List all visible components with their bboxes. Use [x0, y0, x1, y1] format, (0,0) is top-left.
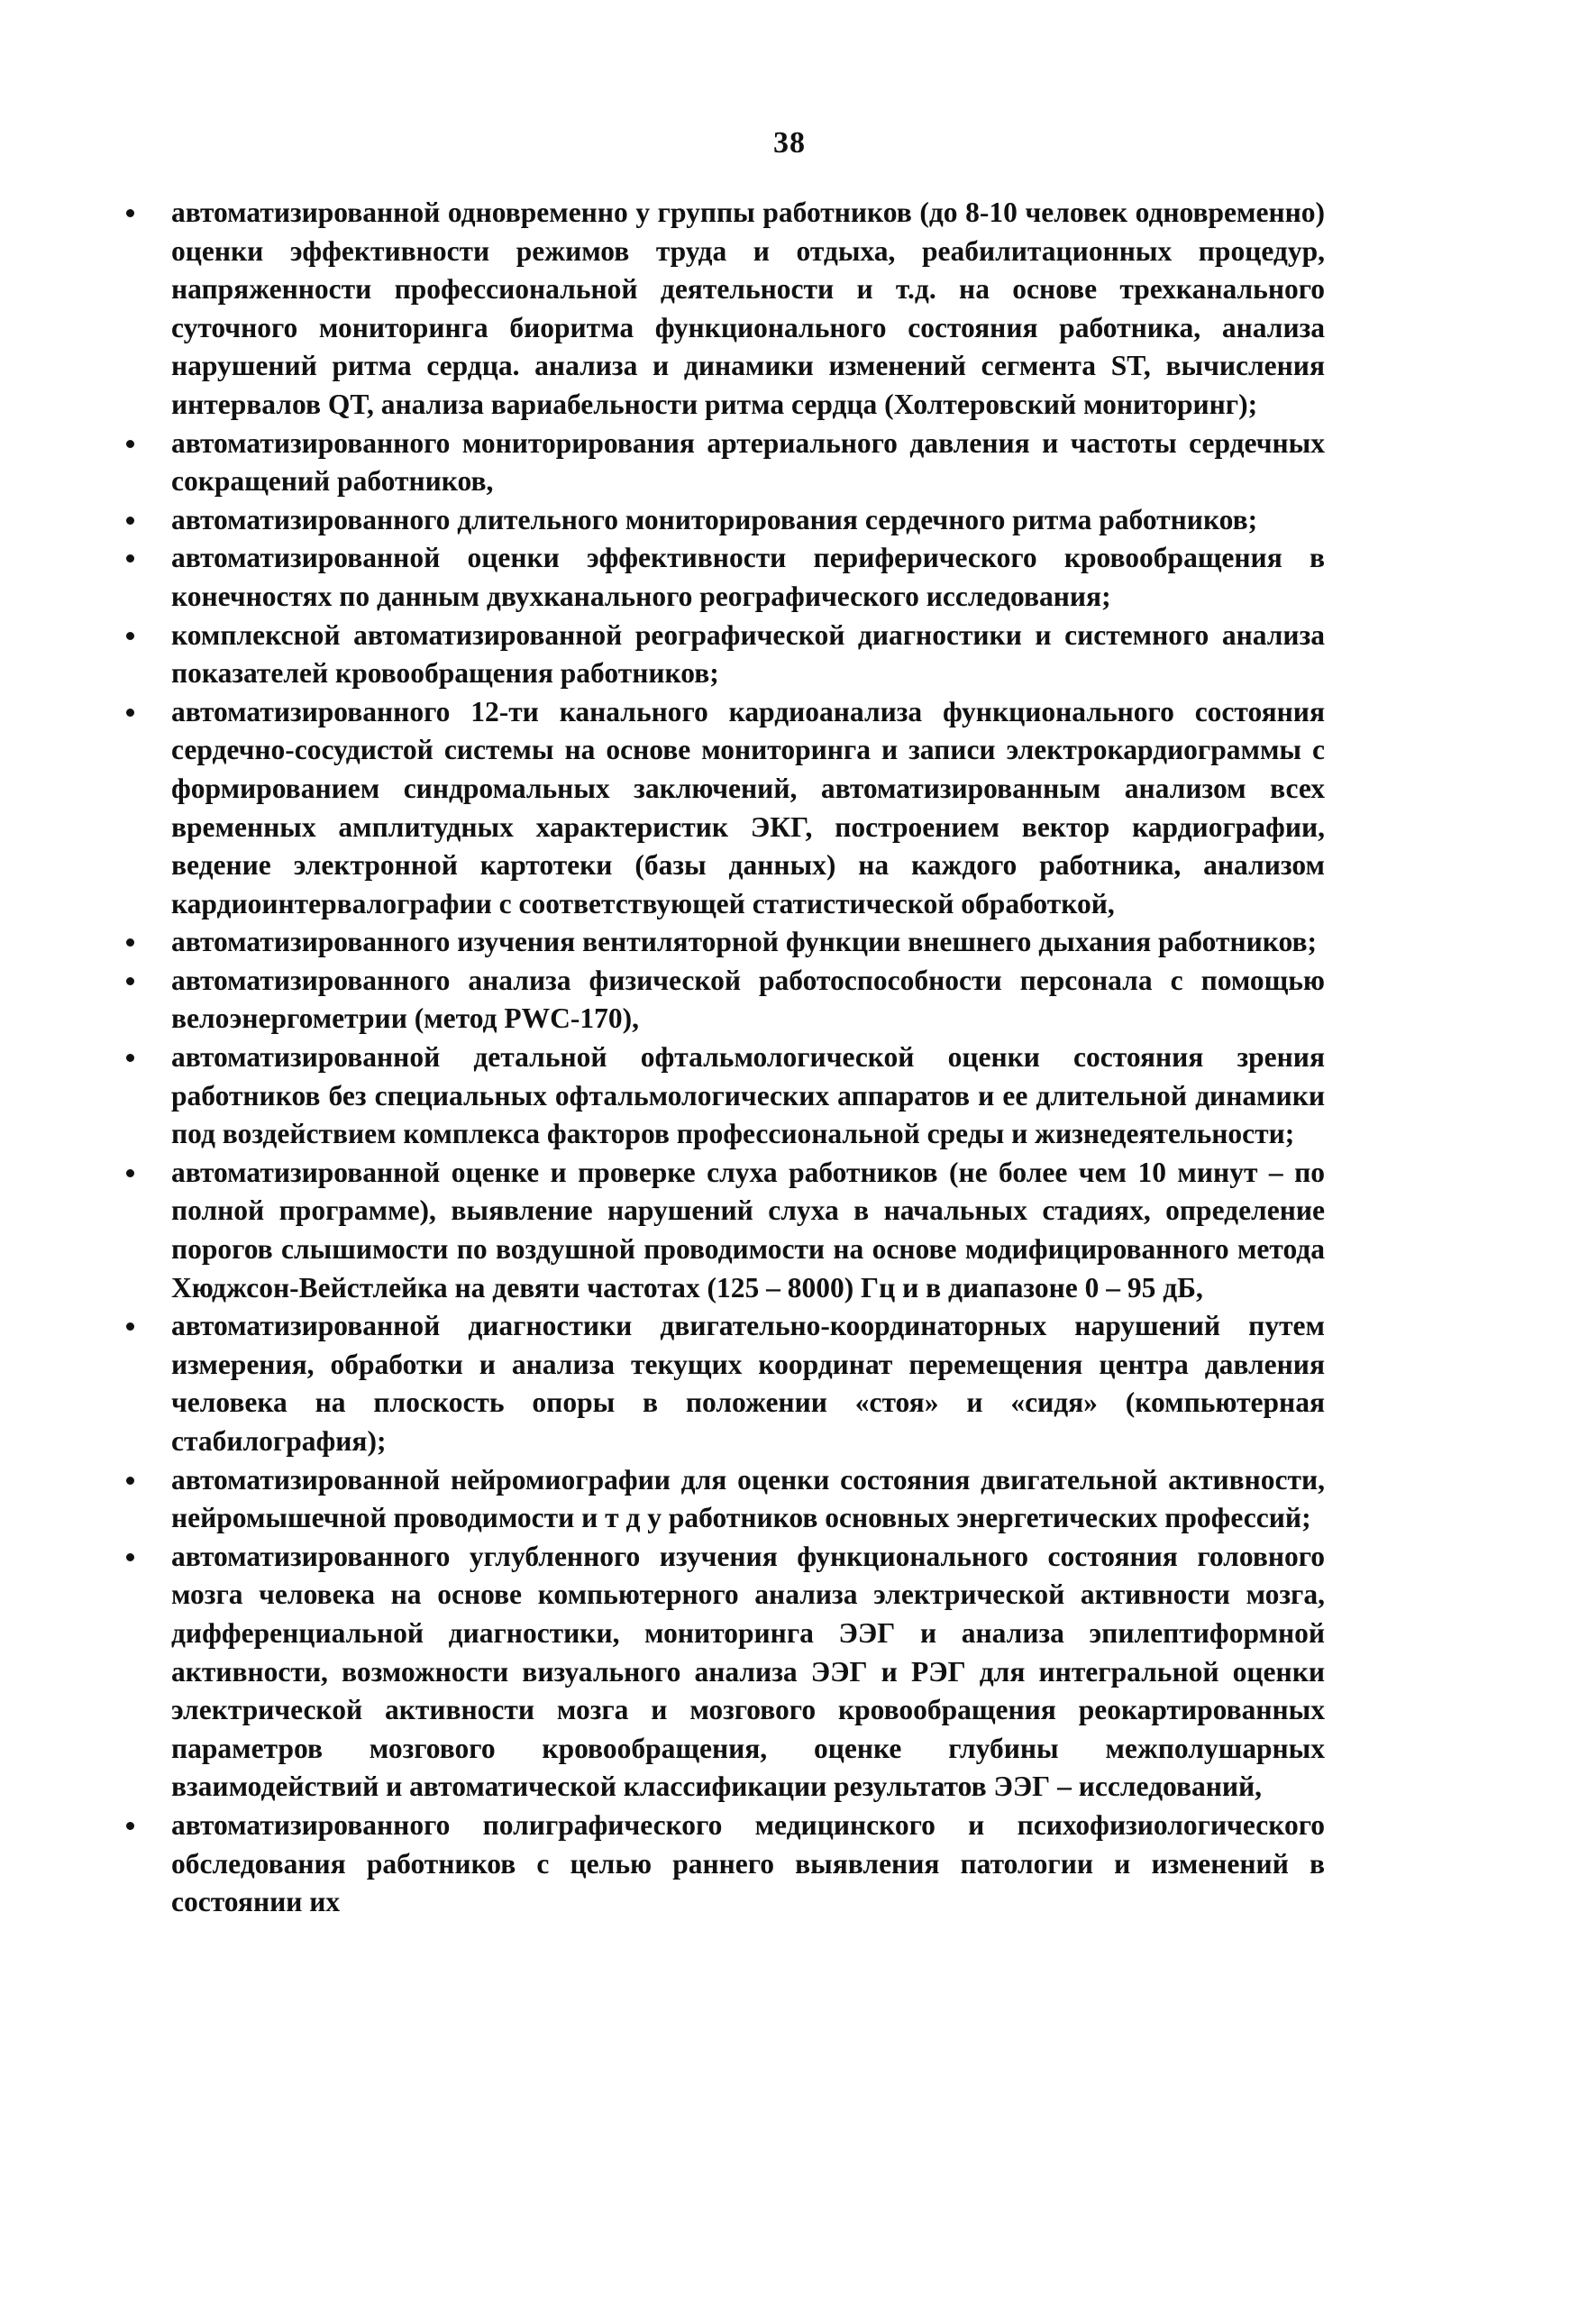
- list-item-text: автоматизированной оценке и проверке слуха работников (не более чем 10 минут – по полной программе), выявление нарушений слуха в начальных стадиях, определение порогов слышимости по воздушной проводимости на основе модифицированного метода Хюджсон-Вейстлейка на девяти частотах (125 – 8000) Гц и в диапазоне 0 – 95 дБ,: [171, 1156, 1325, 1304]
- list-item-text: автоматизированной оценки эффективности периферического кровообращения в конечностях по данным двухканального реографического исследования;: [171, 542, 1325, 612]
- bullet-list: [115, 194, 1325, 1922]
- list-item-text: автоматизированной одновременно у группы работников (до 8-10 человек одновременно) оценки эффективности режимов труда и отдыха, реабилитационных процедур, напряженности профессиональной деятельности и т.д. на основе трехканального суточного мониторинга биоритма функционального состояния работника, анализа нарушений ритма сердца. анализа и динамики изменений сегмента ST, вычисления интервалов QT, анализа вариабельности ритма сердца (Холтеровский мониторинг);: [171, 197, 1325, 420]
- list-item: [115, 923, 1325, 962]
- list-item: [115, 1461, 1325, 1538]
- list-item: [115, 693, 1325, 924]
- list-item: [115, 1307, 1325, 1460]
- list-item: [115, 194, 1325, 425]
- list-item-text: автоматизированного длительного мониторирования сердечного ритма работников;: [171, 503, 1258, 535]
- bullet-icon: [126, 977, 134, 985]
- list-item: [115, 617, 1325, 693]
- bullet-icon: [126, 554, 134, 563]
- bullet-icon: [126, 1169, 134, 1177]
- list-item-text: автоматизированного углубленного изучения функционального состояния головного мозга человека на основе компьютерного анализа электрической активности мозга, дифференциальной диагностики, мониторинга ЭЭГ и анализа эпилептиформной активности, возможности визуального анализа ЭЭГ и РЭГ для интегральной оценки электрической активности мозга и мозгового кровообращения реокартированных параметров мозгового кровообращения, оценке глубины межполушарных взаимодействий и автоматической классификации результатов ЭЭГ – исследований,: [171, 1540, 1325, 1803]
- list-item-text: автоматизированной нейромиографии для оценки состояния двигательной активности, нейромышечной проводимости и т д у работников основных энергетических профессий;: [171, 1463, 1325, 1534]
- bullet-icon: [126, 517, 134, 525]
- bullet-icon: [126, 1822, 134, 1830]
- bullet-icon: [126, 632, 134, 640]
- bullet-icon: [126, 1322, 134, 1331]
- list-item: [115, 1538, 1325, 1807]
- list-item-text: автоматизированной диагностики двигательно-координаторных нарушений путем измерения, обработки и анализа текущих координат перемещения центра давления человека на плоскость опоры в положении «стоя» и «сидя» (компьютерная стабилография);: [171, 1310, 1325, 1457]
- list-item-text: автоматизированного анализа физической работоспособности персонала с помощью велоэнергометрии (метод PWC-170),: [171, 964, 1325, 1035]
- list-item: [115, 962, 1325, 1038]
- list-item-text: автоматизированного 12-ти канального кардиоанализа функционального состояния сердечно-сосудистой системы на основе мониторинга и записи электрокардиограммы с формированием синдромальных заключений, автоматизированным анализом всех временных амплитудных характеристик ЭКГ, построением вектор кардиографии, ведение электронной картотеки (базы данных) на каждого работника, анализом кардиоинтервалографии с соответствующей статистической обработкой,: [171, 695, 1325, 920]
- list-item: [115, 1807, 1325, 1922]
- bullet-icon: [126, 709, 134, 717]
- bullet-icon: [126, 1553, 134, 1561]
- list-item: [115, 425, 1325, 501]
- list-item-text: автоматизированного изучения вентиляторной функции внешнего дыхания работников;: [171, 926, 1317, 958]
- bullet-icon: [126, 1477, 134, 1485]
- list-item-text: комплексной автоматизированной реографической диагностики и системного анализа показателей кровообращения работников;: [171, 618, 1325, 690]
- list-item: [115, 539, 1325, 616]
- bullet-icon: [126, 1054, 134, 1062]
- bullet-icon: [126, 938, 134, 947]
- bullet-icon: [126, 440, 134, 448]
- list-item-text: автоматизированного мониторирования артериального давления и частоты сердечных сокращений работников,: [171, 426, 1325, 498]
- bullet-icon: [126, 209, 134, 217]
- list-item-text: автоматизированного полиграфического медицинского и психофизиологического обследования работников с целью раннего выявления патологии и изменений в состоянии их: [171, 1808, 1325, 1918]
- list-item-text: автоматизированной детальной офтальмологической оценки состояния зрения работников без специальных офтальмологических аппаратов и ее длительной динамики под воздействием комплекса факторов профессиональной среды и жизнедеятельности;: [171, 1041, 1325, 1150]
- page-number: 38: [773, 126, 806, 160]
- list-item: [115, 1154, 1325, 1307]
- list-item: [115, 1038, 1325, 1154]
- list-item: [115, 501, 1325, 540]
